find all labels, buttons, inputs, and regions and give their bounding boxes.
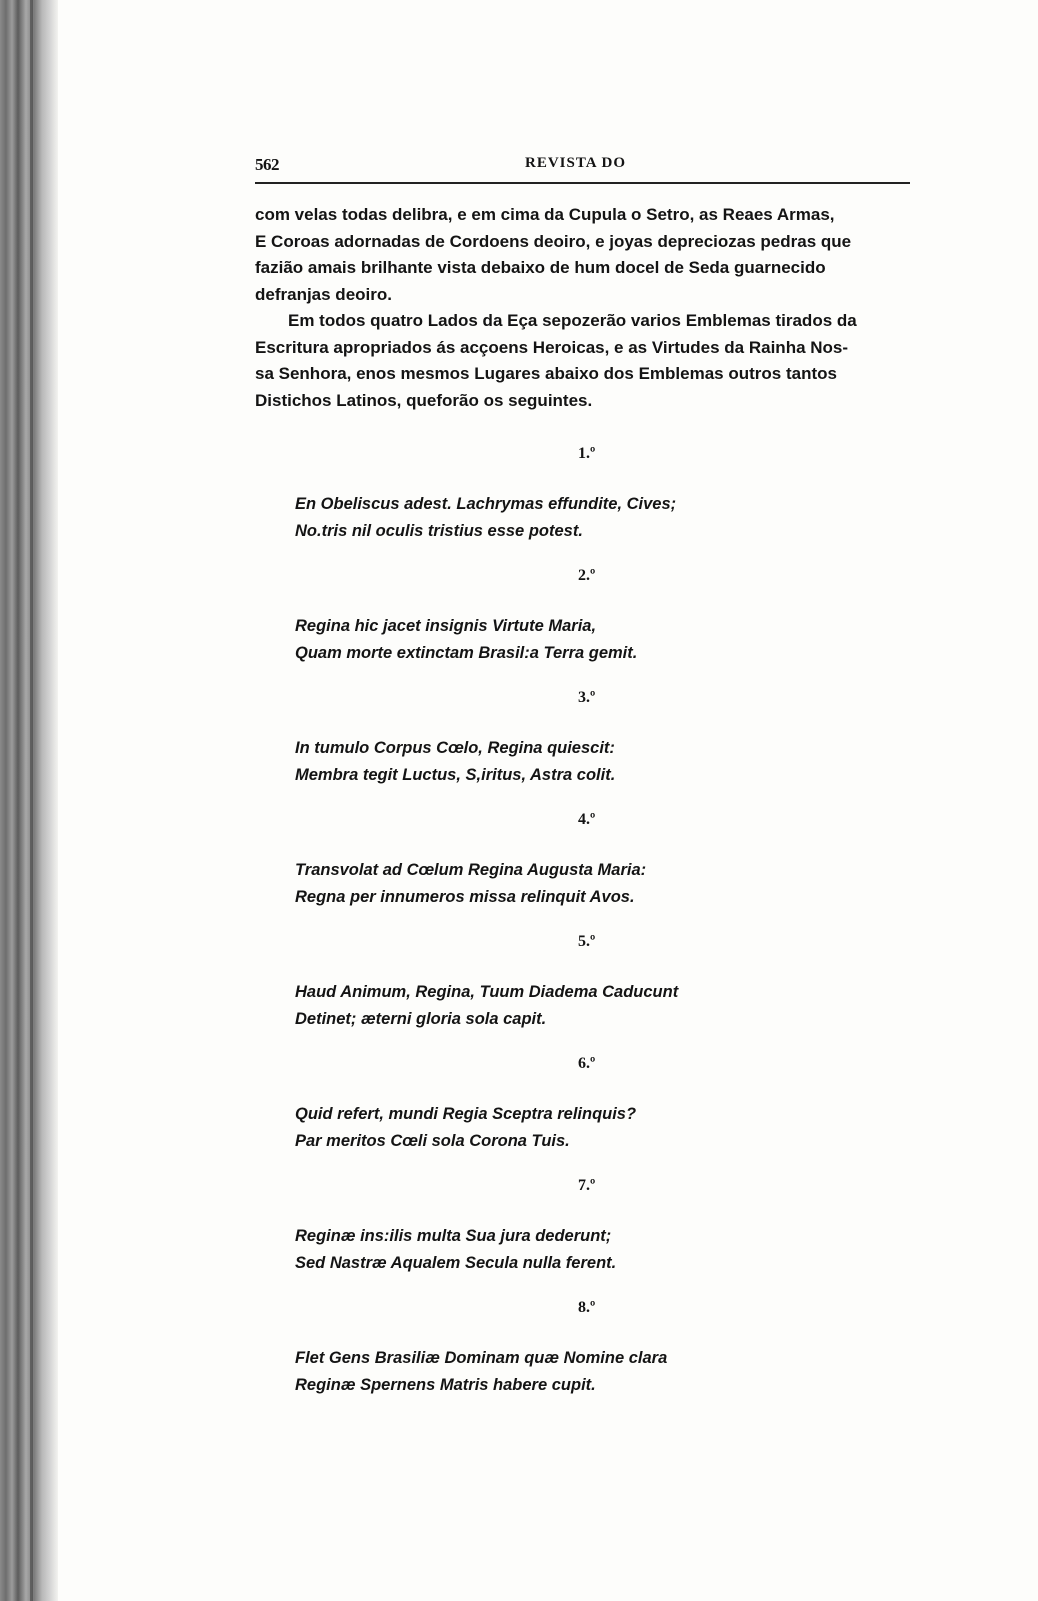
- verse-line: Flet Gens Brasiliæ Dominam quæ Nomine clara: [295, 1349, 668, 1367]
- verse-line: Regna per innumeros missa relinquit Avos.: [295, 888, 635, 906]
- verse-line: Sed Nastræ Aqualem Secula nulla ferent.: [295, 1254, 617, 1272]
- distich-verse: [295, 979, 678, 1033]
- distich-number: 1.º: [578, 445, 596, 462]
- verse-line: Reginæ Spernens Matris habere cupit.: [295, 1376, 596, 1394]
- distich-verse: [295, 735, 615, 789]
- text-line: com velas todas delibra, e em cima da Cupula o Setro, as Reaes Armas,: [255, 205, 835, 224]
- text-line: Escritura apropriados ás acçoens Heroicas, e as Virtudes da Rainha Nos-: [255, 337, 849, 357]
- verse-line: Quid refert, mundi Regia Sceptra relinquis?: [295, 1105, 637, 1123]
- verse-line: Par meritos Cœli sola Corona Tuis.: [295, 1132, 570, 1150]
- distich: [290, 811, 790, 933]
- verse-line: Reginæ ins:ilis multa Sua jura dederunt;: [295, 1227, 612, 1245]
- distich-number: 2.º: [578, 567, 596, 584]
- distich-number: 5.º: [578, 933, 596, 950]
- page-header: [255, 155, 910, 183]
- distich-verse: [295, 857, 646, 911]
- verse-line: Detinet; æterni gloria sola capit.: [295, 1010, 547, 1028]
- text-line: sa Senhora, enos mesmos Lugares abaixo dos Emblemas outros tantos: [255, 364, 837, 383]
- prose-block: [255, 202, 915, 414]
- text-line: fazião amais brilhante vista debaixo de hum docel de Seda guarnecido: [255, 258, 826, 277]
- verse-line: En Obeliscus adest. Lachrymas effundite, Cives;: [295, 495, 677, 513]
- running-head: REVISTA DO: [525, 155, 626, 171]
- distich-number: 6.º: [578, 1055, 596, 1072]
- distich-number: 8.º: [578, 1299, 596, 1316]
- distich-verse: [295, 491, 676, 545]
- verse-line: Membra tegit Luctus, S,iritus, Astra colit.: [295, 766, 616, 784]
- binding-shadow-line: [30, 0, 33, 1601]
- distich-number: 7.º: [578, 1177, 596, 1194]
- verse-line: Quam morte extinctam Brasil:a Terra gemit.: [295, 644, 638, 662]
- verse-line: In tumulo Corpus Cœlo, Regina quiescit:: [295, 739, 615, 757]
- book-binding-edge: [0, 0, 58, 1601]
- page-number: 562: [255, 155, 279, 174]
- distich: [290, 933, 790, 1055]
- paragraph-2: [255, 308, 915, 414]
- distich-number: 4.º: [578, 811, 596, 828]
- distich-verse: [295, 1223, 616, 1277]
- distich: [290, 689, 790, 811]
- distich: [290, 567, 790, 689]
- verse-line: Haud Animum, Regina, Tuum Diadema Caducunt: [295, 983, 679, 1001]
- text-line: E Coroas adornadas de Cordoens deoiro, e joyas depreciozas pedras que: [255, 231, 852, 251]
- text-line: Em todos quatro Lados da Eça sepozerão varios Emblemas tirados da: [288, 311, 857, 330]
- paragraph-1: [255, 202, 915, 308]
- distichs-list: [290, 445, 790, 1421]
- text-line: defranjas deoiro.: [255, 284, 392, 304]
- distich-number: 3.º: [578, 689, 596, 706]
- verse-line: Transvolat ad Cœlum Regina Augusta Maria:: [295, 861, 647, 879]
- header-rule: [255, 182, 910, 184]
- distich-verse: [295, 613, 637, 667]
- distich-verse: [295, 1101, 636, 1155]
- distich: [290, 1055, 790, 1177]
- distich: [290, 445, 790, 567]
- distich-verse: [295, 1345, 667, 1399]
- distich: [290, 1177, 790, 1299]
- verse-line: Regina hic jacet insignis Virtute Maria,: [295, 617, 597, 635]
- distich: [290, 1299, 790, 1421]
- text-line: Distichos Latinos, queforão os seguintes.: [255, 390, 593, 410]
- verse-line: No.tris nil oculis tristius esse potest.: [295, 522, 583, 540]
